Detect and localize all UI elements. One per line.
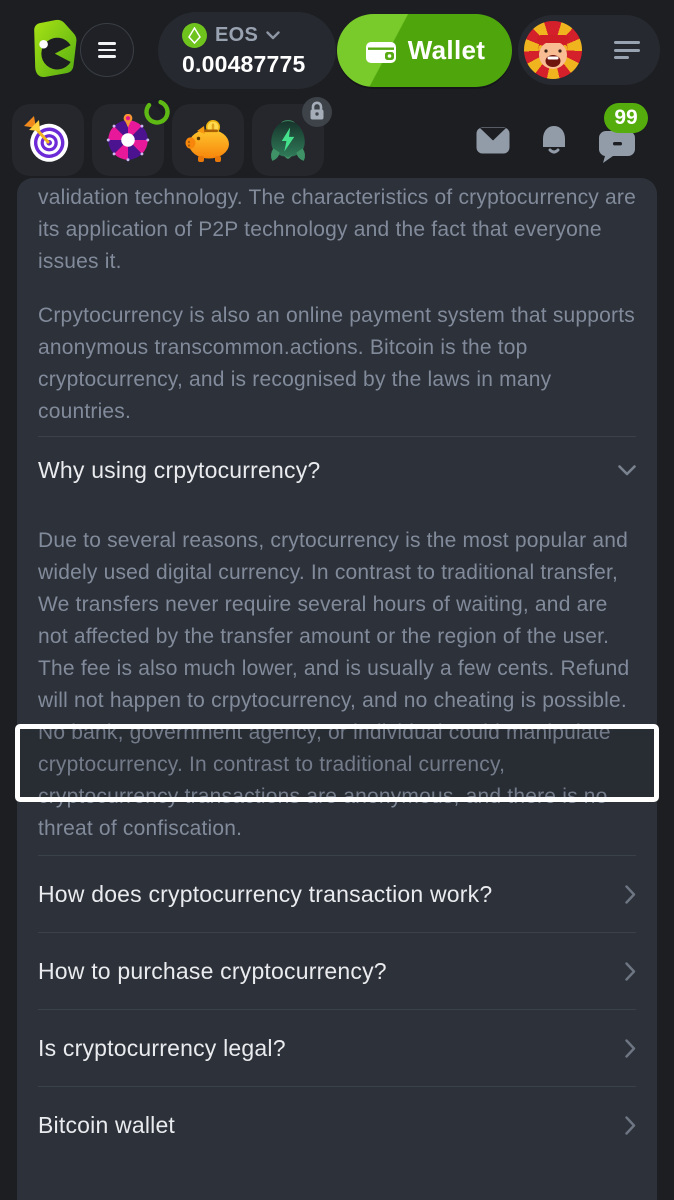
faq-item-purchase[interactable] (38, 933, 636, 1009)
chevron-right-icon (625, 1116, 636, 1135)
app-header (0, 0, 674, 180)
avatar[interactable] (524, 21, 582, 79)
avatar-face (524, 21, 582, 79)
currency-selector[interactable] (158, 12, 336, 89)
wallet-button[interactable] (337, 14, 512, 87)
app-tile-piggy-bank[interactable] (172, 104, 244, 176)
dart-target-icon (22, 114, 74, 166)
list-menu-icon[interactable] (608, 35, 646, 65)
hamburger-menu-button[interactable] (80, 23, 134, 77)
faq-expanded-answer: Due to several reasons, crytocurrency is the most popular and widely used digital currency. In contrast to traditional transfer, We transfers never require several hours of waiting, and are not affected by the transfer amount or the region of the user. The fee is also much lower, and is usually a few cents. Refund will not happen to crpytocurrency, and no cheating is possible. No bank, government agency, or individual could manipulate cryptocurrency. In contrast to traditional currency, cryptocurrency transactions are anonymous, and there is no threat of confiscation. (38, 529, 630, 840)
app-tile-spin-wheel[interactable] (92, 104, 164, 176)
faq-article-card (17, 178, 657, 1200)
app-tile-rocket-egg-locked[interactable] (252, 104, 324, 176)
chevron-right-icon (625, 885, 636, 904)
wallet-button-label: Wallet (407, 35, 486, 65)
faq-item-label: Is cryptocurrency legal? (38, 1035, 286, 1061)
faq-item-label: How does cryptocurrency transaction work? (38, 881, 493, 907)
wallet-balance: 0.00487775 (182, 51, 306, 77)
bell-icon[interactable] (539, 124, 569, 156)
app-tile-dart-target[interactable] (12, 104, 84, 176)
piggy-bank-icon (182, 116, 234, 164)
chevron-down-icon (266, 31, 280, 40)
faq-item-label: Bitcoin wallet (38, 1112, 176, 1138)
wallet-icon (364, 37, 398, 65)
chevron-right-icon (625, 1039, 636, 1058)
lock-icon (301, 96, 333, 128)
faq-item-label: How to purchase cryptocurrency? (38, 958, 387, 984)
chat-badge: 99 (604, 103, 648, 133)
currency-code: EOS (215, 24, 259, 46)
eos-coin-icon (182, 23, 207, 48)
chevron-right-icon (625, 962, 636, 981)
profile-menu (518, 15, 660, 85)
chat-icon[interactable] (598, 130, 636, 163)
hamburger-icon (98, 42, 116, 45)
mail-icon[interactable] (476, 127, 510, 154)
faq-item-legal[interactable] (38, 1010, 636, 1086)
faq-expanded-question: Why using crpytocurrency? (38, 457, 321, 483)
chevron-down-icon (618, 465, 636, 476)
article-intro-fragment: validation technology. The characteristics of cryptocurrency are its application of P2P technology and the fact that everyone issues it. (38, 186, 636, 273)
faq-expanded-header[interactable] (38, 437, 636, 503)
faq-item-transaction-work[interactable] (38, 856, 636, 932)
article-paragraph-2: Crpytocurrency is also an online payment system that supports anonymous transcommon.actions. Bitcoin is the top cryptocurrency, and is recognised by the laws in many countries. (38, 304, 635, 423)
faq-item-bitcoin-wallet[interactable] (38, 1087, 636, 1163)
bc-logo-icon[interactable] (24, 16, 80, 80)
progress-ring-icon (141, 96, 173, 128)
